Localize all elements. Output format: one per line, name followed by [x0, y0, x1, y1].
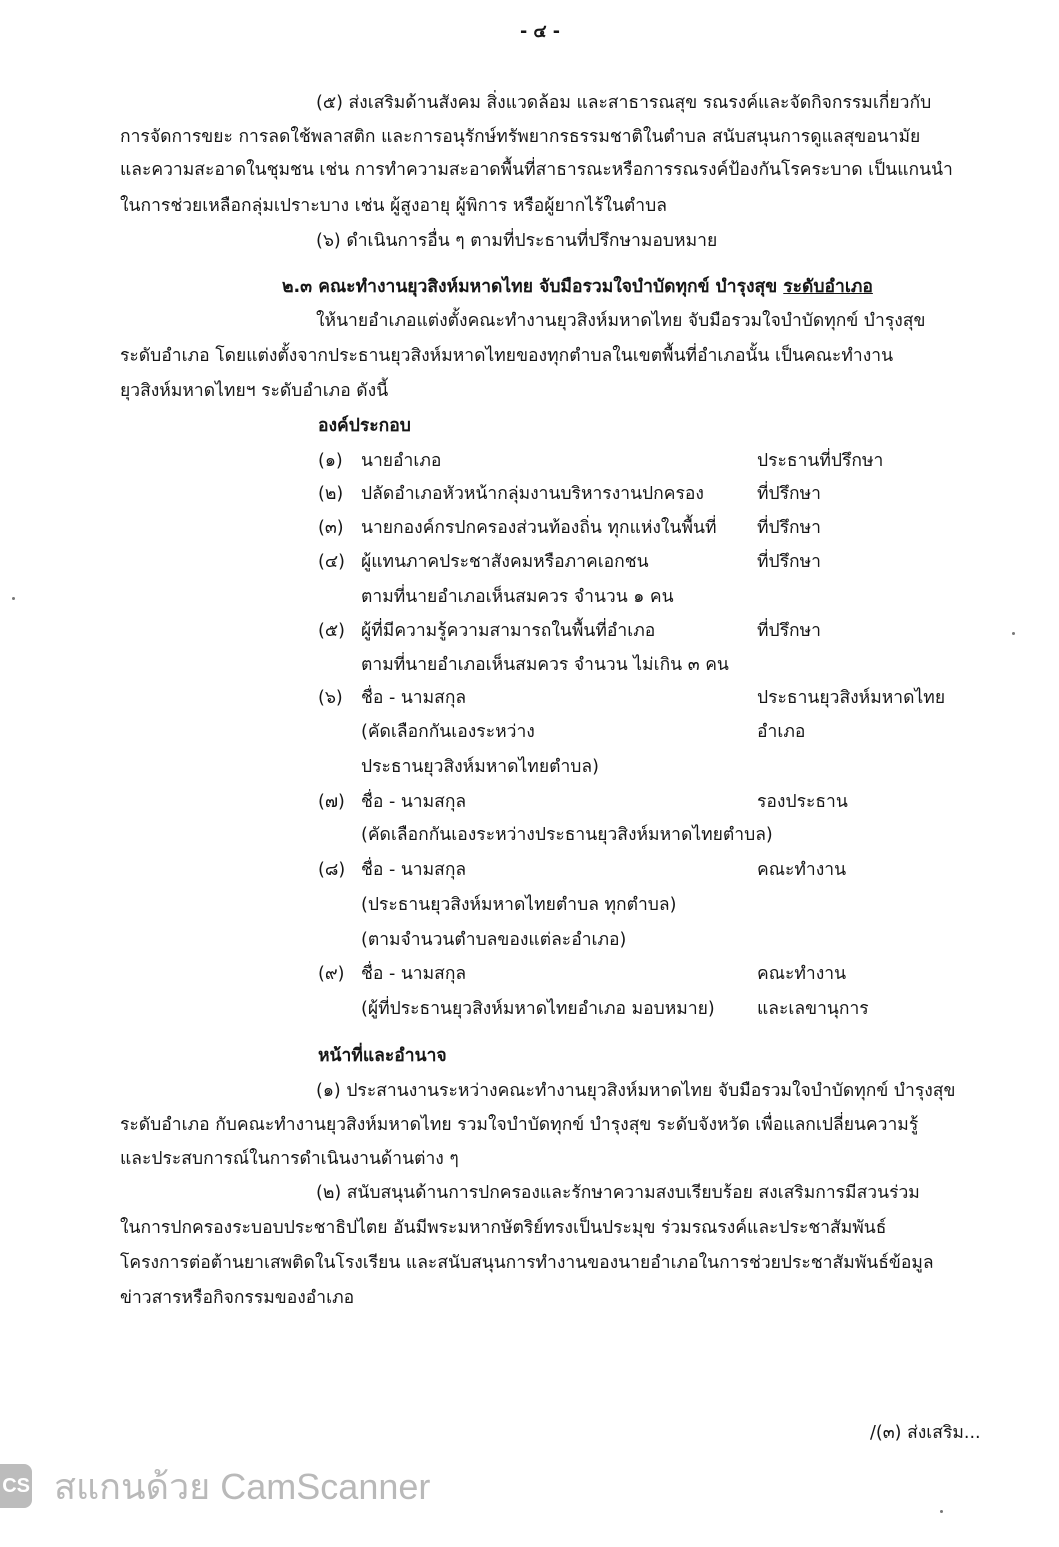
member-7-num: (๗) — [318, 792, 345, 812]
para6: (๖) ดำเนินการอื่น ๆ ตามที่ประธานที่ปรึกษามอบหมาย — [316, 231, 718, 251]
intro-line2: ระดับอำเภอ โดยแต่งตั้งจากประธานยุวสิงห์มหาดไทยของทุกตำบลในเขตพื้นที่อำเภอนั้น เป็นคณะทำงาน — [120, 346, 894, 366]
continuation-note: /(๓) ส่งเสริม... — [870, 1423, 981, 1443]
section-heading-level: ระดับอำเภอ — [783, 277, 873, 297]
member-8-line1: ชื่อ - นามสกุล — [361, 860, 467, 880]
member-9-role-line1: คณะทำงาน — [757, 964, 847, 984]
duty2-line4: ข่าวสารหรือกิจกรรมของอำเภอ — [120, 1288, 355, 1308]
duty2-line1: (๒) สนับสนุนด้านการปกครองและรักษาความสงบเรียบร้อย สงเสริมการมีสวนร่วม — [316, 1183, 920, 1203]
para5-line2: การจัดการขยะ การลดใช้พลาสติก และการอนุรักษ์ทรัพยากรธรรมชาติในตำบล สนับสนุนการดูแลสุขอนามัย — [120, 127, 921, 147]
member-5-role: ที่ปรึกษา — [757, 621, 822, 641]
section-heading — [282, 275, 873, 299]
duties-heading: หน้าที่และอำนาจ — [318, 1046, 447, 1066]
member-9-line1: ชื่อ - นามสกุล — [361, 964, 467, 984]
page-number: - ๔ - — [520, 22, 560, 42]
section-heading-text: ๒.๓ คณะทำงานยุวสิงห์มหาดไทย จับมือรวมใจบำบัดทุกข์ บำรุงสุข — [282, 277, 784, 297]
member-3-line1: นายกองค์กรปกครองส่วนท้องถิ่น ทุกแห่งในพื้นที่ — [361, 518, 717, 538]
intro-line3: ยุวสิงห์มหาดไทยฯ ระดับอำเภอ ดังนี้ — [120, 381, 389, 401]
member-1-num: (๑) — [318, 451, 343, 471]
member-4-line2: ตามที่นายอำเภอเห็นสมควร จำนวน ๑ คน — [361, 587, 674, 607]
member-5-line2: ตามที่นายอำเภอเห็นสมควร จำนวน ไม่เกิน ๓ คน — [361, 655, 729, 675]
member-2-num: (๒) — [318, 484, 344, 504]
scan-speck — [12, 597, 15, 600]
member-5-num: (๕) — [318, 621, 345, 641]
member-4-line1: ผู้แทนภาคประชาสังคมหรือภาคเอกชน — [361, 552, 649, 572]
member-8-line3: (ตามจำนวนตำบลของแต่ละอำเภอ) — [361, 930, 627, 950]
duty2-line2: ในการปกครองระบอบประชาธิปไตย อันมีพระมหากษัตริย์ทรงเป็นประมุข ร่วมรณรงค์และประชาสัมพันธ์ — [120, 1218, 887, 1238]
intro-line1: ให้นายอำเภอแต่งตั้งคณะทำงานยุวสิงห์มหาดไทย จับมือรวมใจบำบัดทุกข์ บำรุงสุข — [316, 311, 926, 331]
para5-line4: ในการช่วยเหลือกลุ่มเปราะบาง เช่น ผู้สูงอายุ ผู้พิการ หรือผู้ยากไร้ในตำบล — [120, 196, 667, 216]
member-6-role-line2: อำเภอ — [757, 722, 806, 742]
member-2-role: ที่ปรึกษา — [757, 484, 822, 504]
para5-line1: (๕) ส่งเสริมด้านสังคม สิ่งแวดล้อม และสาธารณสุข รณรงค์และจัดกิจกรรมเกี่ยวกับ — [316, 93, 932, 113]
member-6-line3: ประธานยุวสิงห์มหาดไทยตำบล) — [361, 757, 599, 777]
member-3-role: ที่ปรึกษา — [757, 518, 822, 538]
composition-heading: องค์ประกอบ — [318, 416, 411, 436]
member-6-line2: (คัดเลือกกันเองระหว่าง — [361, 722, 535, 742]
member-1-role: ประธานที่ปรึกษา — [757, 451, 884, 471]
duty1-line3: และประสบการณ์ในการดำเนินงานด้านต่าง ๆ — [120, 1149, 459, 1169]
member-8-line2: (ประธานยุวสิงห์มหาดไทยตำบล ทุกตำบล) — [361, 895, 677, 915]
camscanner-logo-icon: CS — [0, 1464, 32, 1508]
member-8-role: คณะทำงาน — [757, 860, 847, 880]
duty1-line2: ระดับอำเภอ กับคณะทำงานยุวสิงห์มหาดไทย รวมใจบำบัดทุกข์ บำรุงสุข ระดับจังหวัด เพื่อแลกเปลี่ยนความรู้ — [120, 1115, 919, 1135]
member-7-role: รองประธาน — [757, 792, 848, 812]
member-6-line1: ชื่อ - นามสกุล — [361, 688, 467, 708]
member-6-role-line1: ประธานยุวสิงห์มหาดไทย — [757, 688, 946, 708]
scan-speck — [1012, 632, 1015, 635]
para5-line3: และความสะอาดในชุมชน เช่น การทำความสะอาดพื้นที่สาธารณะหรือการรณรงค์ป้องกันโรคระบาด เป็นแกนนำ — [120, 160, 953, 180]
scan-speck — [940, 1510, 943, 1513]
duty2-line3: โครงการต่อต้านยาเสพติดในโรงเรียน และสนับสนุนการทำงานของนายอำเภอในการช่วยประชาสัมพันธ์ข้อมูล — [120, 1253, 934, 1273]
member-7-line1: ชื่อ - นามสกุล — [361, 792, 467, 812]
member-7-line2: (คัดเลือกกันเองระหว่างประธานยุวสิงห์มหาดไทยตำบล) — [361, 825, 773, 845]
member-4-role: ที่ปรึกษา — [757, 552, 822, 572]
member-9-line2: (ผู้ที่ประธานยุวสิงห์มหาดไทยอำเภอ มอบหมาย) — [361, 999, 715, 1019]
member-8-num: (๘) — [318, 860, 346, 880]
member-3-num: (๓) — [318, 518, 344, 538]
member-1-line1: นายอำเภอ — [361, 451, 442, 471]
member-9-num: (๙) — [318, 964, 345, 984]
member-9-role-line2: และเลขานุการ — [757, 999, 869, 1019]
camscanner-watermark — [0, 1462, 430, 1510]
member-4-num: (๔) — [318, 552, 345, 572]
member-2-line1: ปลัดอำเภอหัวหน้ากลุ่มงานบริหารงานปกครอง — [361, 484, 704, 504]
member-5-line1: ผู้ที่มีความรู้ความสามารถในพื้นที่อำเภอ — [361, 621, 656, 641]
duty1-line1: (๑) ประสานงานระหว่างคณะทำงานยุวสิงห์มหาดไทย จับมือรวมใจบำบัดทุกข์ บำรุงสุข — [316, 1081, 956, 1101]
member-6-num: (๖) — [318, 688, 343, 708]
watermark-text: สแกนด้วย CamScanner — [54, 1465, 431, 1507]
